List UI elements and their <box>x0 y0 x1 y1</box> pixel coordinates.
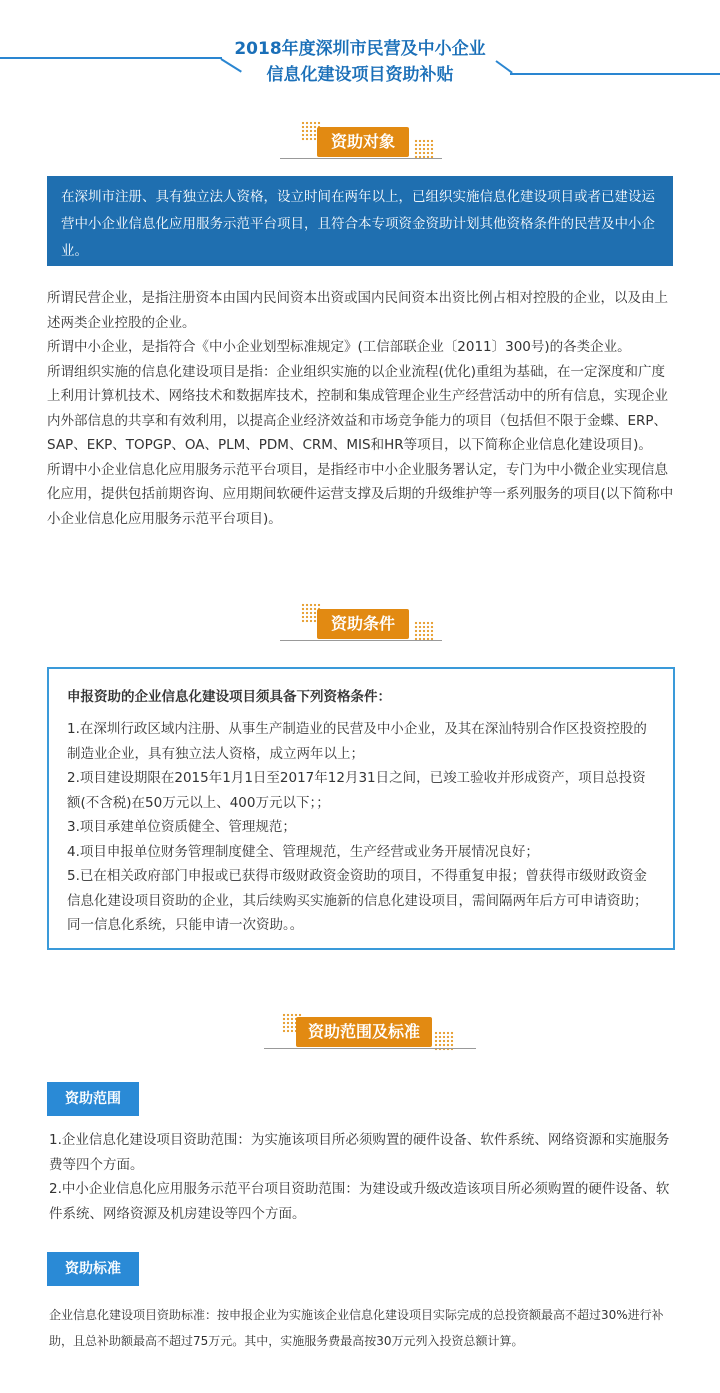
standard-text: 企业信息化建设项目资助标准：按申报企业为实施该企业信息化建设项目实际完成的总投资额最高不超过30%进行补助，且总补助额最高不超过75万元。其中，实施服务费最高按30万元列入投资总额计算。 <box>49 1308 664 1348</box>
scope-item: 2.中小企业信息化应用服务示范平台项目资助范围：为建设或升级改造该项目所必须购置的硬件设备、软件系统、网络资源及机房建设等四个方面。 <box>49 1181 670 1222</box>
section-label-conditions: 资助条件 <box>317 609 409 639</box>
conditions-box <box>47 667 675 950</box>
chip-scope: 资助范围 <box>47 1082 139 1116</box>
definitions-block <box>47 286 677 531</box>
condition-item: 5.已在相关政府部门申报或已获得市级财政资金资助的项目，不得重复申报；曾获得市级财政资金信息化建设项目资助的企业，其后续购买实施新的信息化建设项目，需间隔两年后方可申请资助；同一信息化系统，只能申请一次资助。。 <box>67 868 648 933</box>
section-label-target: 资助对象 <box>317 127 409 157</box>
header-deco-right <box>510 73 720 75</box>
scope-block <box>49 1128 677 1226</box>
section-dots-icon <box>414 139 434 159</box>
page-title-line1: 2018年度深圳市民营及中小企业 <box>234 39 486 59</box>
condition-item: 2.项目建设期限在2015年1月1日至2017年12月31日之间，已竣工验收并形成资产，项目总投资额(不含税)在50万元以上、400万元以下；； <box>67 770 646 811</box>
condition-item: 1.在深圳行政区域内注册、从事生产制造业的民营及中小企业，及其在深汕特别合作区投资控股的制造业企业，具有独立法人资格，成立两年以上； <box>67 721 647 762</box>
condition-item: 4.项目申报单位财务管理制度健全、管理规范，生产经营或业务开展情况良好； <box>67 843 539 860</box>
condition-item: 3.项目承建单位资质健全、管理规范； <box>67 819 296 835</box>
target-box: 在深圳市注册、具有独立法人资格，设立时间在两年以上，已组织实施信息化建设项目或者已建设运营中小企业信息化应用服务示范平台项目，且符合本专项资金资助计划其他资格条件的民营及中小企业。 <box>47 176 673 266</box>
definition-platform: 所谓中小企业信息化应用服务示范平台项目，是指经市中小企业服务署认定，专门为中小微企业实现信息化应用，提供包括前期咨询、应用期间软硬件运营支撑及后期的升级维护等一系列服务的项目(以下简称中小企业信息化应用服务示范平台项目)。 <box>47 461 674 527</box>
section-label-scope: 资助范围及标准 <box>296 1017 432 1047</box>
chip-standard: 资助标准 <box>47 1252 139 1286</box>
page-title-line2: 信息化建设项目资助补贴 <box>266 65 454 85</box>
section-underline <box>264 1048 476 1049</box>
section-underline <box>280 640 442 641</box>
scope-item: 1.企业信息化建设项目资助范围：为实施该项目所必须购置的硬件设备、软件系统、网络资源和实施服务费等四个方面。 <box>49 1132 670 1173</box>
section-dots-icon <box>414 621 434 641</box>
definition-sme: 所谓中小企业，是指符合《中小企业划型标准规定》(工信部联企业〔2011〕300号)的各类企业。 <box>47 339 631 355</box>
definition-private: 所谓民营企业，是指注册资本由国内民间资本出资或国内民间资本出资比例占相对控股的企业，以及由上述两类企业控股的企业。 <box>47 290 668 331</box>
section-underline <box>280 158 442 159</box>
header-deco-left <box>0 57 222 59</box>
conditions-heading: 申报资助的企业信息化建设项目须具备下列资格条件： <box>67 689 391 705</box>
definition-info-project: 所谓组织实施的信息化建设项目是指：企业组织实施的以企业流程(优化)重组为基础，在一定深度和广度上利用计算机技术、网络技术和数据库技术，控制和集成管理企业生产经营活动中的所有信息，实现企业内外部信息的共享和有效利用，以提高企业经济效益和市场竞争能力的项目（包括但不限于金蝶、ERP、SAP、EKP、TOPGP、OA、PLM、PDM、CRM、MIS和HR等项目，以下简称企业信息化建设项目)。 <box>47 363 668 453</box>
